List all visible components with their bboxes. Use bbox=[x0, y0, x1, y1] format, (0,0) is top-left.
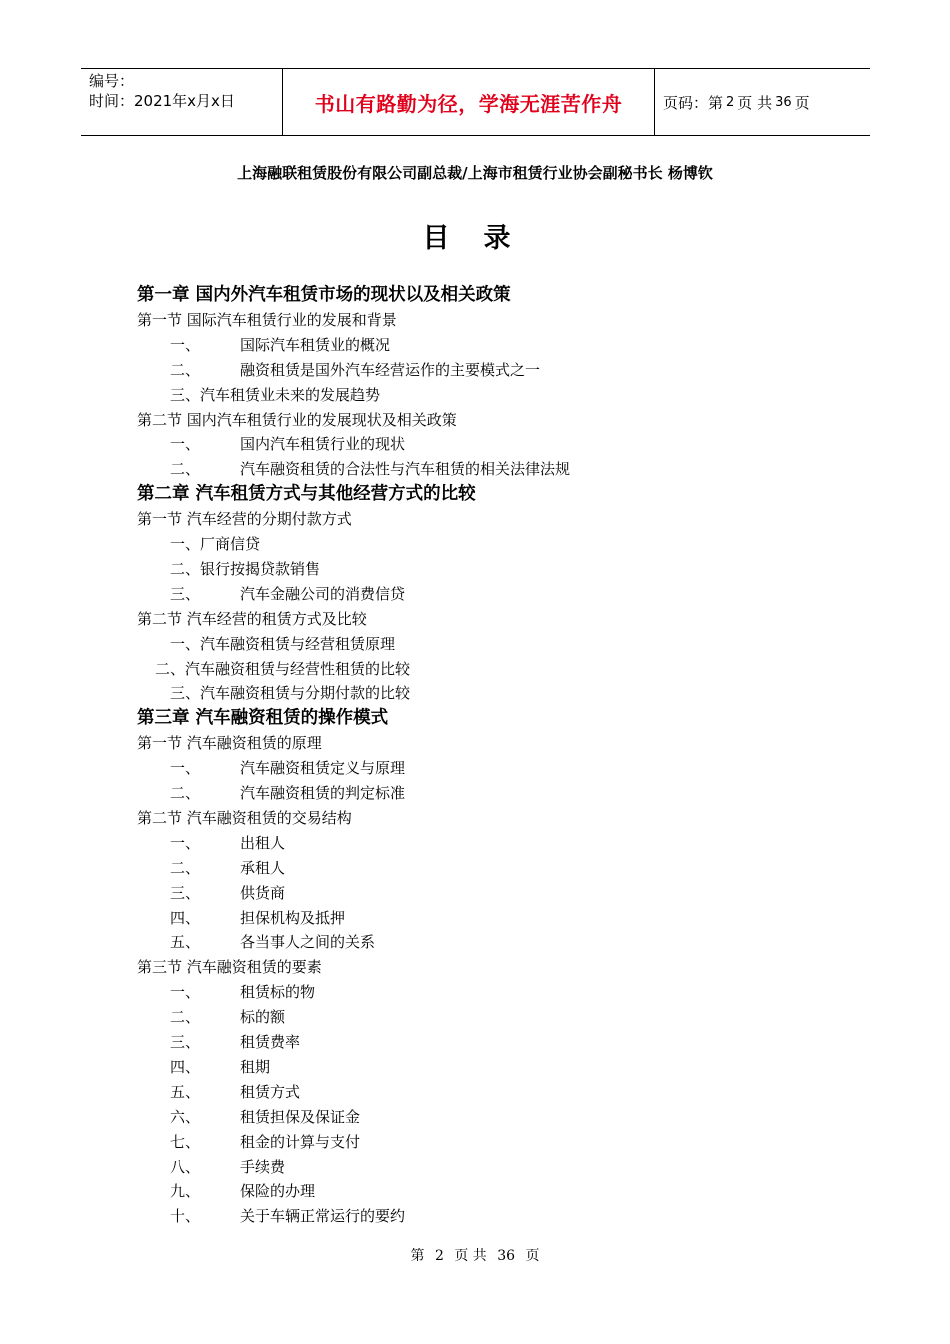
toc-item bbox=[170, 333, 390, 357]
footer-prefix: 第 bbox=[410, 1248, 425, 1264]
header-motto-cell bbox=[282, 69, 655, 135]
toc-item-number: 一、 bbox=[170, 833, 201, 852]
toc-chapter: 第二章 汽车租赁方式与其他经营方式的比较 bbox=[137, 484, 476, 505]
toc-item-text: 租赁费率 bbox=[240, 1033, 301, 1051]
toc-item bbox=[170, 1105, 360, 1129]
toc-item bbox=[170, 1055, 270, 1079]
page-prefix: 页码：第 bbox=[663, 93, 724, 112]
toc-item-number: 二、 bbox=[170, 858, 201, 877]
toc-item-number: 八、 bbox=[170, 1157, 201, 1176]
toc-item bbox=[170, 681, 410, 705]
toc-item-number: 四、 bbox=[170, 908, 201, 927]
toc-item-text: 担保机构及抵押 bbox=[240, 908, 346, 927]
toc-section: 第一节 汽车经营的分期付款方式 bbox=[137, 510, 352, 529]
author-line: 上海融联租赁股份有限公司副总裁/上海市租赁行业协会副秘书长 杨博钦 bbox=[237, 164, 713, 182]
toc-item-text: 国内汽车租赁行业的现状 bbox=[240, 435, 406, 454]
toc-item-number: 一、 bbox=[170, 535, 201, 553]
toc-item-text: 厂商信贷 bbox=[200, 535, 261, 553]
toc-item-number: 六、 bbox=[170, 1107, 201, 1126]
toc-section: 第二节 汽车经营的租赁方式及比较 bbox=[137, 609, 367, 628]
toc-item-number: 四、 bbox=[170, 1057, 201, 1076]
toc-item bbox=[170, 432, 405, 456]
toc-item bbox=[170, 1204, 405, 1228]
toc-item-text: 租赁标的物 bbox=[240, 983, 316, 1002]
toc-item-text: 汽车金融公司的消费信贷 bbox=[240, 584, 406, 603]
toc-item bbox=[170, 358, 540, 382]
toc-item bbox=[170, 756, 405, 780]
toc-item bbox=[170, 532, 260, 556]
toc-item-text: 汽车融资租赁定义与原理 bbox=[240, 759, 406, 778]
toc-item-text: 汽车融资租赁与分期付款的比较 bbox=[200, 684, 411, 703]
page-footer bbox=[0, 1245, 950, 1265]
toc-item bbox=[170, 980, 315, 1004]
toc-section: 第一节 汽车融资租赁的原理 bbox=[137, 734, 322, 753]
toc-item bbox=[170, 1155, 285, 1179]
toc-section: 第三节 汽车融资租赁的要素 bbox=[137, 958, 322, 977]
toc-item-text: 汽车融资租赁的判定标准 bbox=[240, 784, 406, 802]
toc-section: 第二节 汽车融资租赁的交易结构 bbox=[137, 808, 352, 827]
toc-item-number: 二、 bbox=[155, 659, 186, 678]
toc-item-text: 租赁方式 bbox=[240, 1082, 301, 1101]
toc-item-number: 十、 bbox=[170, 1207, 201, 1226]
toc-item bbox=[170, 856, 285, 880]
toc-item-number: 二、 bbox=[170, 360, 201, 379]
toc-item-text: 汽车融资租赁与经营租赁原理 bbox=[200, 634, 396, 653]
page-total: 36 bbox=[775, 94, 792, 110]
toc-item-text: 租赁担保及保证金 bbox=[240, 1107, 361, 1126]
toc-item-text: 手续费 bbox=[240, 1157, 286, 1176]
footer-total: 36 bbox=[497, 1248, 516, 1264]
footer-mid: 页 共 bbox=[454, 1248, 487, 1264]
toc-item-text: 供货商 bbox=[240, 883, 286, 902]
toc-item-text: 汽车融资租赁的合法性与汽车租赁的相关法律法规 bbox=[240, 460, 571, 479]
toc-item-text: 租金的计算与支付 bbox=[240, 1132, 361, 1151]
toc-item bbox=[170, 781, 405, 805]
toc-item-number: 五、 bbox=[170, 1082, 201, 1101]
toc-item-number: 一、 bbox=[170, 435, 201, 454]
toc-item-text: 融资租赁是国外汽车经营运作的主要模式之一 bbox=[240, 360, 541, 379]
toc-item-text: 汽车融资租赁与经营性租赁的比较 bbox=[185, 659, 411, 678]
footer-page: 2 bbox=[434, 1248, 444, 1264]
toc-section: 第一节 国际汽车租赁行业的发展和背景 bbox=[137, 310, 397, 329]
serial-label: 编号： bbox=[89, 72, 135, 90]
toc-item bbox=[170, 1080, 300, 1104]
toc-item-text: 各当事人之间的关系 bbox=[240, 933, 376, 952]
header-meta bbox=[81, 69, 282, 135]
toc-item-number: 五、 bbox=[170, 933, 201, 952]
toc-item-number: 二、 bbox=[170, 784, 201, 802]
toc-item-number: 三、 bbox=[170, 883, 201, 902]
page-mid: 页 共 bbox=[737, 93, 773, 112]
page-number: 2 bbox=[726, 94, 735, 110]
toc-item bbox=[170, 632, 395, 656]
toc-item bbox=[170, 831, 285, 855]
toc-item-number: 一、 bbox=[170, 335, 201, 354]
toc-item-text: 国际汽车租赁业的概况 bbox=[240, 335, 391, 354]
toc-item-text: 保险的办理 bbox=[240, 1182, 316, 1201]
toc-item bbox=[170, 930, 375, 954]
page-suffix: 页 bbox=[794, 93, 810, 112]
toc-item-number: 九、 bbox=[170, 1182, 201, 1201]
toc-item-number: 一、 bbox=[170, 634, 201, 653]
toc-item-number: 二、 bbox=[170, 559, 201, 578]
toc-item-number: 二、 bbox=[170, 1008, 201, 1027]
header-page-info bbox=[655, 69, 870, 135]
footer-suffix: 页 bbox=[525, 1248, 540, 1264]
toc-item-text: 关于车辆正常运行的要约 bbox=[240, 1207, 406, 1226]
toc-item bbox=[170, 881, 285, 905]
toc-chapter: 第三章 汽车融资租赁的操作模式 bbox=[137, 708, 389, 729]
toc-item bbox=[170, 457, 570, 481]
toc-item-number: 三、 bbox=[170, 1033, 201, 1051]
toc-item-number: 一、 bbox=[170, 983, 201, 1002]
toc-item bbox=[170, 1005, 285, 1029]
toc-item-number: 七、 bbox=[170, 1132, 201, 1151]
toc-item bbox=[170, 1030, 300, 1054]
toc-item-number: 二、 bbox=[170, 460, 201, 479]
toc-item-number: 一、 bbox=[170, 759, 201, 778]
toc-chapter: 第一章 国内外汽车租赁市场的现状以及相关政策 bbox=[137, 285, 511, 305]
toc-item bbox=[170, 1130, 360, 1154]
toc-item-text: 标的额 bbox=[240, 1008, 286, 1027]
motto: 书山有路勤为径，学海无涯苦作舟 bbox=[314, 91, 623, 116]
toc-item bbox=[170, 383, 380, 407]
toc-item-text: 承租人 bbox=[240, 858, 286, 877]
toc-item bbox=[170, 557, 320, 581]
toc-item-text: 银行按揭贷款销售 bbox=[200, 559, 321, 578]
toc-item-number: 三、 bbox=[170, 385, 201, 404]
header-table bbox=[81, 68, 870, 136]
toc-item bbox=[170, 582, 405, 606]
toc-item-text: 出租人 bbox=[240, 833, 286, 852]
toc-item-text: 租期 bbox=[240, 1057, 271, 1076]
time-label: 时间：2021年x月x日 bbox=[89, 92, 235, 110]
toc-item bbox=[170, 1179, 315, 1203]
toc-item-text: 汽车租赁业未来的发展趋势 bbox=[200, 385, 381, 404]
toc-section: 第二节 国内汽车租赁行业的发展现状及相关政策 bbox=[137, 410, 457, 429]
toc-item-number: 三、 bbox=[170, 584, 201, 603]
toc-item bbox=[170, 906, 345, 930]
toc-item-number: 三、 bbox=[170, 684, 201, 703]
toc-title: 目录 bbox=[422, 223, 545, 254]
toc-item bbox=[155, 657, 410, 681]
